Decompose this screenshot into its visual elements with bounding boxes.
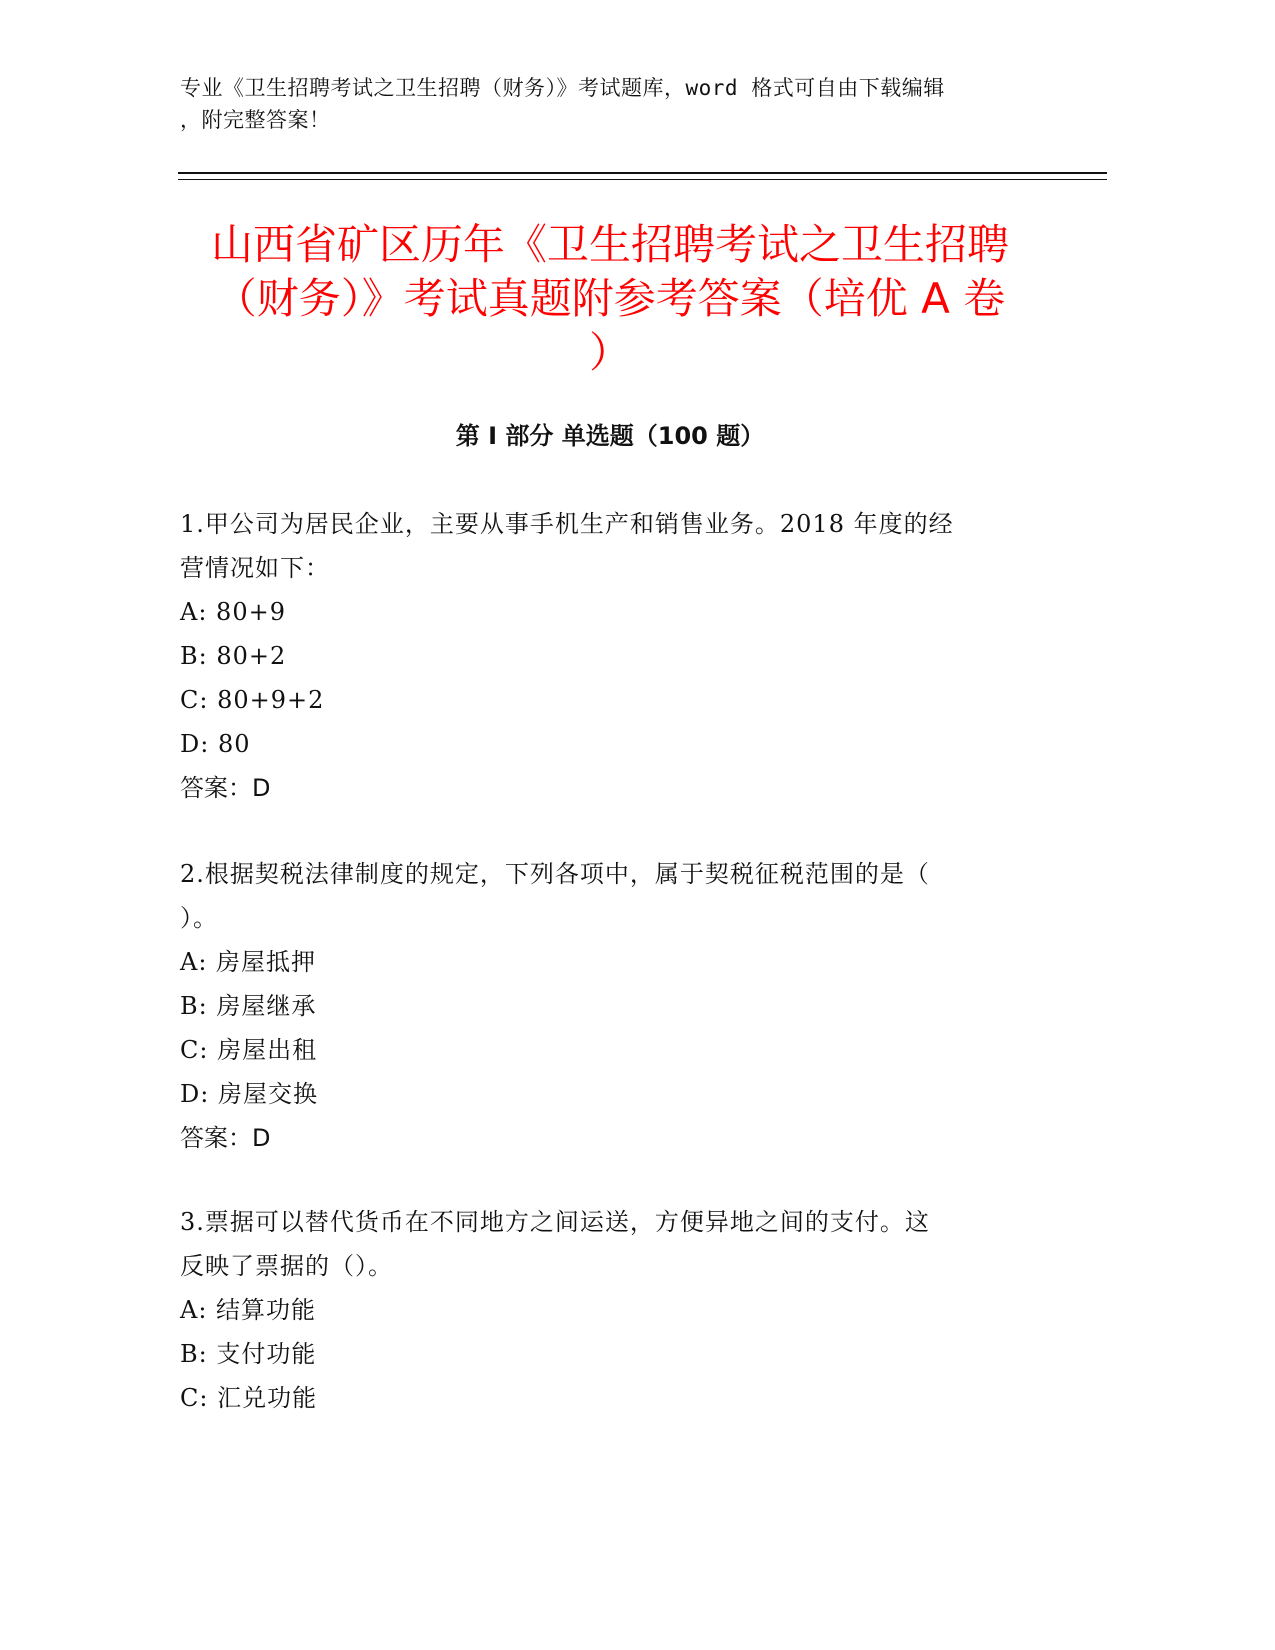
header-note-line-2: ，附完整答案！ [180, 108, 331, 132]
document-title-line-2: （财务）》考试真题附参考答案（培优 A 卷 [214, 274, 1006, 323]
header-note-line-1: 专业《卫生招聘考试之卫生招聘（财务）》考试题库，word 格式可自由下载编辑 [180, 76, 945, 100]
option-a: A: 房屋抵押 [180, 948, 317, 976]
option-d: D: 80 [180, 730, 251, 758]
question-stem [180, 1200, 1040, 1288]
option-d: D: 房屋交换 [180, 1080, 318, 1108]
option-a: A: 结算功能 [180, 1296, 317, 1324]
document-title [180, 218, 1040, 380]
question-stem-line-1: 1.甲公司为居民企业，主要从事手机生产和销售业务。2018 年度的经 [180, 510, 954, 538]
question-stem [180, 852, 1040, 940]
question-stem-line-2: 营情况如下： [180, 554, 330, 582]
question-stem-line-2: 反映了票据的（）。 [180, 1252, 393, 1280]
option-c: C: 汇兑功能 [180, 1384, 318, 1412]
header-note [180, 72, 1040, 136]
question-stem-line-1: 2.根据契税法律制度的规定，下列各项中，属于契税征税范围的是（ [180, 860, 930, 888]
question-stem-line-2: ）。 [180, 904, 218, 932]
question-2 [180, 852, 1040, 1160]
question-stem-line-1: 3.票据可以替代货币在不同地方之间运送，方便异地之间的支付。这 [180, 1208, 930, 1236]
option-a: A: 80+9 [180, 598, 286, 626]
document-title-line-3: ） [588, 328, 631, 377]
option-c: C: 80+9+2 [180, 686, 325, 714]
answer: 答案：D [180, 1124, 271, 1152]
option-c: C: 房屋出租 [180, 1036, 318, 1064]
question-3 [180, 1200, 1040, 1420]
question-stem [180, 502, 1040, 590]
question-1 [180, 502, 1040, 810]
option-b: B: 80+2 [180, 642, 287, 670]
option-b: B: 房屋继承 [180, 992, 317, 1020]
document-title-line-1: 山西省矿区历年《卫生招聘考试之卫生招聘 [210, 220, 1009, 269]
header-divider-thin [178, 179, 1107, 180]
header-divider-thick [178, 172, 1107, 174]
answer: 答案：D [180, 774, 271, 802]
section-heading: 第 I 部分 单选题（100 题） [455, 422, 765, 450]
option-b: B: 支付功能 [180, 1340, 317, 1368]
